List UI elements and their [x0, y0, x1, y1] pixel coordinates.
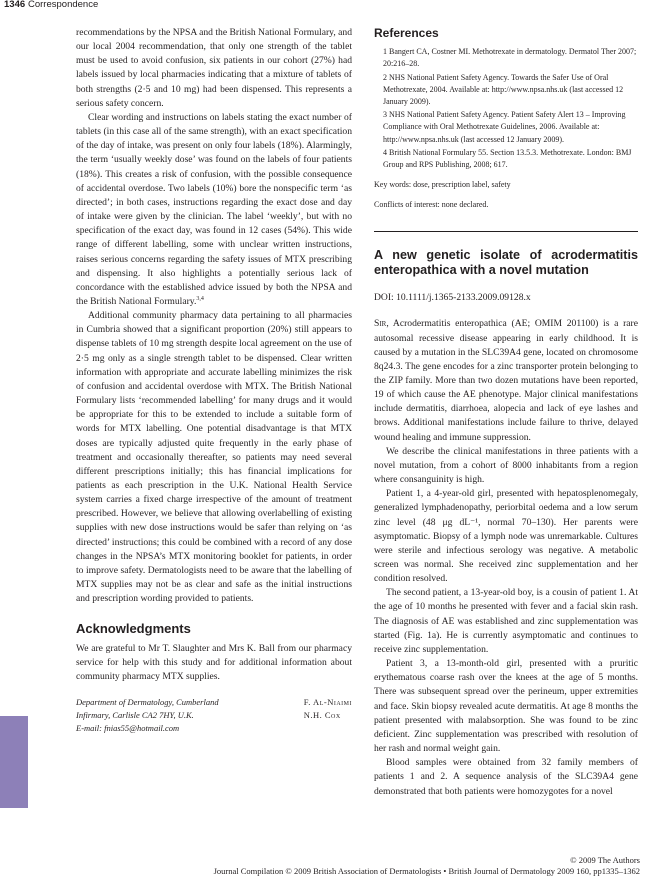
side-color-tab — [0, 716, 28, 808]
body-paragraph: Blood samples were obtained from 32 family members of patients 1 and 2. A sequence analysis of the SLC39A4 gene demonstrated that both patients were homozygotes for a novel — [374, 757, 638, 797]
author-name: F. Al-Niaimi — [303, 697, 352, 708]
body-paragraph: Sir, Acrodermatitis enteropathica (AE; OMIM 201100) is a rare autosomal recessive disease appearing in early childhood. It is caused by a mutation in the SLC39A4 gene, located on chromosome 8q24.3. The gene encodes for a zinc transporter protein belonging to the ZIP family. More than two dozen mutations have been reported, 19 of which cause the AE phenotype. Major clinical manifestations include dermatitis, diarrhoea, alopecia and lack of eye lashes and brows. Additional manifestations include failure to thrive, delayed wound healing and immune suppression. — [374, 318, 638, 443]
reference-item: 3 NHS National Patient Safety Agency. Patient Safety Alert 13 – Improving Compliance with Oral Methotrexate Guidelines, 2006. Available at: http://www.npsa.nhs.uk (last accessed 12 January 2009). — [383, 110, 626, 144]
citation: 3,4 — [196, 295, 204, 302]
references-heading: References — [374, 26, 439, 40]
reference-item: 4 British National Formulary 55. Section 13.5.3. Methotrexate. London: BMJ Group and RPS Publishing, 2008; 617. — [383, 147, 632, 169]
article-doi: DOI: 10.1111/j.1365-2133.2009.09128.x — [374, 292, 531, 304]
reference-item: 1 Bangert CA, Costner MI. Methotrexate in dermatology. Dermatol Ther 2007; 20:216–28. — [383, 47, 637, 69]
salutation: Sir, — [374, 318, 389, 330]
key-words: Key words: dose, prescription label, safety — [374, 180, 511, 190]
body-paragraph: Patient 3, a 13-month-old girl, presented with a pruritic erythematous coarse rash over the knees at the age of 5 months. There was subsequent spread over the perineum, upper extremities and face. Skin biopsy revealed acute dermatitis. At age 8 months the patient presented with malabsorption. She was found to be zinc deficient. Zinc supplementation was prescribed with resolution of her rash and normal weight gain. — [374, 658, 638, 755]
footer-journal: Journal Compilation © 2009 British Association of Dermatologists • British Journal of Dermatology 2009 160, pp1335–1362 — [213, 866, 640, 876]
author-affiliation — [76, 696, 352, 735]
reference-item: 2 NHS National Patient Safety Agency. Towards the Safer Use of Oral Methotrexate, 2004. Available at: http://www.npsa.nhs.uk (last accessed 12 January 2009). — [383, 72, 624, 106]
acknowledgments-text: We are grateful to Mr T. Slaughter and Mrs K. Ball from our pharmacy service for help with this study and for additional information about community pharmacy MTX supplies. — [76, 642, 352, 682]
affiliation-line: Department of Dermatology, Cumberland — [76, 697, 219, 708]
acknowledgments-heading: Acknowledgments — [76, 621, 191, 637]
reference-list — [374, 46, 638, 171]
left-column — [76, 26, 352, 735]
affiliation-line: Infirmary, Carlisle CA2 7HY, U.K. — [76, 710, 194, 721]
body-paragraph: The second patient, a 13-year-old boy, is a cousin of patient 1. At the age of 10 months he presented with fever and a facial skin rash. The diagnosis of AE was established and zinc supplementation was started (Fig. 1a). He is currently asymptomatic and continues to receive zinc supplementation. — [374, 587, 638, 655]
body-paragraph: Patient 1, a 4-year-old girl, presented with hepatosplenomegaly, generalized lymphadenopathy, periorbital oedema and a low serum zinc level (48 μg dL⁻¹, normal 70–130). Her parents were asymptomatic. Biopsy of a lymph node was unremarkable. Cultures were sterile and infectious serology was negative. A metabolic screen was normal. She received zinc supplementation and her condition resolved. — [374, 488, 638, 585]
article-title: A new genetic isolate of acrodermatitis enteropathica with a novel mutation — [374, 248, 638, 278]
running-header — [0, 0, 650, 12]
author-name: N.H. Cox — [303, 710, 341, 721]
page-number: 1346 — [4, 0, 26, 10]
section-label: Correspondence — [28, 0, 99, 10]
footer-copyright: © 2009 The Authors — [570, 855, 640, 865]
conflicts-of-interest: Conflicts of interest: none declared. — [374, 200, 489, 210]
body-paragraph: We describe the clinical manifestations in three patients with a novel mutation, from a cohort of 8000 inhabitants from a region where consanguinity is high. — [374, 445, 638, 486]
section-divider — [374, 231, 638, 232]
right-column — [374, 26, 638, 799]
affiliation-email: E-mail: fnias55@hotmail.com — [76, 723, 180, 734]
body-paragraph: Clear wording and instructions on labels stating the exact number of tablets (in this case all of the same strength), with an exact specification of the day of intake, was present on only four labels (18%). Alarmingly, the term ‘usually weekly dose’ was found on the labels of four patients (18%). This creates a risk of confusion, with the possible consequence of accidental overdose. Two labels (10%) bore the nonspecific term ‘as directed’; in both cases, instructions regarding the exact dose and day of intake were given by the clinician. The label ‘weekly’, but with no specification of the exact day, was found in 12 cases (54%). This wide range of different labelling, some with unclear written instructions, raises serious concerns regarding the safety issues of MTX prescribing and dispensing. It also highlights a potentially serious lack of concordance with the established advice issued by both the NPSA and the British National Formulary.$^{3,4}$ — [76, 111, 352, 307]
body-paragraph: recommendations by the NPSA and the British National Formulary, and our local 2004 recommendation, that only one strength of the tablet must be used to avoid confusion, six patients in our cohort (27%) had labels issued by local pharmacies indicating that a mixture of tablets of both strengths (2·5 and 10 mg) had been dispensed. This represents a serious safety concern. — [76, 27, 352, 109]
body-paragraph: Additional community pharmacy data pertaining to all pharmacies in Cumbria showed that a significant proportion (20%) still appears to dispense tablets of 10 mg strength despite local agreement on the use of 2·5 mg only as a single strength tablet to be dispensed. Clear written information with appropriate and accurate labelling minimizes the risk of confusion and accidental overdose with MTX. The British National Formulary lists ‘recommended labelling’ for many drugs and it would be appropriate for this to be extended to include a suitable form of words for MTX labelling. One potential disadvantage is that MTX doses are typically adjusted quite frequently in the early phase of treatment and occasionally thereafter, so patients may need several different prescriptions initially; this has financial implications for patients as each prescription in the U.K. National Health Service system carries a fixed charge irrespective of the amount of treatment prescribed. However, we believe that allowing overlabelling of existing supplies with new dose instructions would be safer than relying on ‘as directed’ instructions; this could be combined with a record of any dose changes in the NPSA’s MTX monitoring booklet for patients, in order to improve safety. Dermatologists need to be aware that the labelling of MTX supplies may not be as clear and safe as the initial instructions and prescription wording provided to patients. — [76, 310, 352, 605]
